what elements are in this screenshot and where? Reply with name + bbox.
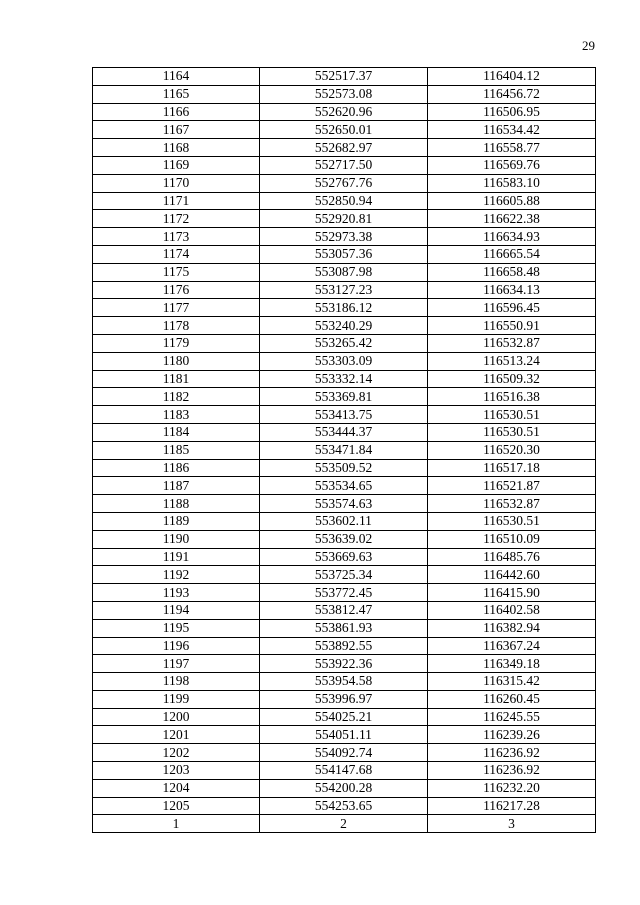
table-row bbox=[93, 68, 596, 86]
point-number-cell: 1181 bbox=[93, 370, 260, 388]
y-coordinate-cell: 116236.92 bbox=[428, 744, 596, 762]
point-number-cell: 1201 bbox=[93, 726, 260, 744]
y-coordinate-cell: 116485.76 bbox=[428, 548, 596, 566]
point-number-cell: 1204 bbox=[93, 779, 260, 797]
point-number-cell: 1184 bbox=[93, 423, 260, 441]
y-coordinate-cell: 116530.51 bbox=[428, 406, 596, 424]
table-body bbox=[93, 68, 596, 833]
x-coordinate-cell: 554025.21 bbox=[260, 708, 428, 726]
point-number-cell: 1186 bbox=[93, 459, 260, 477]
y-coordinate-cell: 116665.54 bbox=[428, 245, 596, 263]
point-number-cell: 1203 bbox=[93, 762, 260, 780]
x-coordinate-cell: 552850.94 bbox=[260, 192, 428, 210]
table-row bbox=[93, 406, 596, 424]
table-row bbox=[93, 174, 596, 192]
point-number-cell: 1187 bbox=[93, 477, 260, 495]
table-row bbox=[93, 779, 596, 797]
table-row bbox=[93, 673, 596, 691]
point-number-cell: 1189 bbox=[93, 512, 260, 530]
point-number-cell: 1191 bbox=[93, 548, 260, 566]
point-number-cell: 1164 bbox=[93, 68, 260, 86]
point-number-cell: 1166 bbox=[93, 103, 260, 121]
y-coordinate-cell: 116232.20 bbox=[428, 779, 596, 797]
table-row bbox=[93, 210, 596, 228]
x-coordinate-cell: 554051.11 bbox=[260, 726, 428, 744]
y-coordinate-cell: 116404.12 bbox=[428, 68, 596, 86]
y-coordinate-cell: 116315.42 bbox=[428, 673, 596, 691]
x-coordinate-cell: 554200.28 bbox=[260, 779, 428, 797]
y-coordinate-cell: 116605.88 bbox=[428, 192, 596, 210]
y-coordinate-cell: 116442.60 bbox=[428, 566, 596, 584]
x-coordinate-cell: 552767.76 bbox=[260, 174, 428, 192]
column-number-cell: 1 bbox=[93, 815, 260, 833]
x-coordinate-cell: 553954.58 bbox=[260, 673, 428, 691]
y-coordinate-cell: 116236.92 bbox=[428, 762, 596, 780]
y-coordinate-cell: 116520.30 bbox=[428, 441, 596, 459]
x-coordinate-cell: 552620.96 bbox=[260, 103, 428, 121]
x-coordinate-cell: 553332.14 bbox=[260, 370, 428, 388]
table-row bbox=[93, 708, 596, 726]
table-row bbox=[93, 299, 596, 317]
x-coordinate-cell: 553471.84 bbox=[260, 441, 428, 459]
point-number-cell: 1198 bbox=[93, 673, 260, 691]
point-number-cell: 1174 bbox=[93, 245, 260, 263]
y-coordinate-cell: 116532.87 bbox=[428, 334, 596, 352]
x-coordinate-cell: 553087.98 bbox=[260, 263, 428, 281]
y-coordinate-cell: 116569.76 bbox=[428, 156, 596, 174]
x-coordinate-cell: 553725.34 bbox=[260, 566, 428, 584]
y-coordinate-cell: 116521.87 bbox=[428, 477, 596, 495]
table-row bbox=[93, 619, 596, 637]
column-number-cell: 2 bbox=[260, 815, 428, 833]
y-coordinate-cell: 116217.28 bbox=[428, 797, 596, 815]
y-coordinate-cell: 116534.42 bbox=[428, 121, 596, 139]
y-coordinate-cell: 116456.72 bbox=[428, 85, 596, 103]
y-coordinate-cell: 116402.58 bbox=[428, 601, 596, 619]
table-row bbox=[93, 637, 596, 655]
point-number-cell: 1165 bbox=[93, 85, 260, 103]
y-coordinate-cell: 116532.87 bbox=[428, 495, 596, 513]
x-coordinate-cell: 553265.42 bbox=[260, 334, 428, 352]
point-number-cell: 1195 bbox=[93, 619, 260, 637]
table-row bbox=[93, 548, 596, 566]
page-number: 29 bbox=[582, 38, 595, 53]
point-number-cell: 1167 bbox=[93, 121, 260, 139]
table-row bbox=[93, 495, 596, 513]
y-coordinate-cell: 116367.24 bbox=[428, 637, 596, 655]
x-coordinate-cell: 553303.09 bbox=[260, 352, 428, 370]
table-row bbox=[93, 156, 596, 174]
x-coordinate-cell: 552973.38 bbox=[260, 228, 428, 246]
table-row bbox=[93, 228, 596, 246]
y-coordinate-cell: 116550.91 bbox=[428, 317, 596, 335]
x-coordinate-cell: 552717.50 bbox=[260, 156, 428, 174]
point-number-cell: 1196 bbox=[93, 637, 260, 655]
y-coordinate-cell: 116415.90 bbox=[428, 584, 596, 602]
point-number-cell: 1175 bbox=[93, 263, 260, 281]
point-number-cell: 1172 bbox=[93, 210, 260, 228]
x-coordinate-cell: 553444.37 bbox=[260, 423, 428, 441]
y-coordinate-cell: 116509.32 bbox=[428, 370, 596, 388]
column-number-row bbox=[93, 815, 596, 833]
x-coordinate-cell: 553369.81 bbox=[260, 388, 428, 406]
point-number-cell: 1193 bbox=[93, 584, 260, 602]
x-coordinate-cell: 553639.02 bbox=[260, 530, 428, 548]
point-number-cell: 1182 bbox=[93, 388, 260, 406]
y-coordinate-cell: 116658.48 bbox=[428, 263, 596, 281]
table-row bbox=[93, 726, 596, 744]
point-number-cell: 1171 bbox=[93, 192, 260, 210]
x-coordinate-cell: 552682.97 bbox=[260, 139, 428, 157]
y-coordinate-cell: 116583.10 bbox=[428, 174, 596, 192]
table-row bbox=[93, 317, 596, 335]
point-number-cell: 1199 bbox=[93, 690, 260, 708]
x-coordinate-cell: 552650.01 bbox=[260, 121, 428, 139]
x-coordinate-cell: 553602.11 bbox=[260, 512, 428, 530]
x-coordinate-cell: 553772.45 bbox=[260, 584, 428, 602]
x-coordinate-cell: 553996.97 bbox=[260, 690, 428, 708]
table-row bbox=[93, 601, 596, 619]
point-number-cell: 1194 bbox=[93, 601, 260, 619]
table-row bbox=[93, 530, 596, 548]
x-coordinate-cell: 553240.29 bbox=[260, 317, 428, 335]
table-row bbox=[93, 655, 596, 673]
table-row bbox=[93, 388, 596, 406]
table-row bbox=[93, 85, 596, 103]
point-number-cell: 1173 bbox=[93, 228, 260, 246]
x-coordinate-cell: 553922.36 bbox=[260, 655, 428, 673]
point-number-cell: 1183 bbox=[93, 406, 260, 424]
x-coordinate-cell: 554147.68 bbox=[260, 762, 428, 780]
x-coordinate-cell: 552573.08 bbox=[260, 85, 428, 103]
y-coordinate-cell: 116530.51 bbox=[428, 423, 596, 441]
point-number-cell: 1177 bbox=[93, 299, 260, 317]
y-coordinate-cell: 116596.45 bbox=[428, 299, 596, 317]
point-number-cell: 1192 bbox=[93, 566, 260, 584]
point-number-cell: 1185 bbox=[93, 441, 260, 459]
point-number-cell: 1190 bbox=[93, 530, 260, 548]
x-coordinate-cell: 553574.63 bbox=[260, 495, 428, 513]
y-coordinate-cell: 116622.38 bbox=[428, 210, 596, 228]
y-coordinate-cell: 116382.94 bbox=[428, 619, 596, 637]
y-coordinate-cell: 116506.95 bbox=[428, 103, 596, 121]
y-coordinate-cell: 116245.55 bbox=[428, 708, 596, 726]
x-coordinate-cell: 553669.63 bbox=[260, 548, 428, 566]
point-number-cell: 1176 bbox=[93, 281, 260, 299]
point-number-cell: 1202 bbox=[93, 744, 260, 762]
y-coordinate-cell: 116349.18 bbox=[428, 655, 596, 673]
y-coordinate-cell: 116513.24 bbox=[428, 352, 596, 370]
table-row bbox=[93, 459, 596, 477]
point-number-cell: 1197 bbox=[93, 655, 260, 673]
x-coordinate-cell: 553812.47 bbox=[260, 601, 428, 619]
point-number-cell: 1205 bbox=[93, 797, 260, 815]
y-coordinate-cell: 116516.38 bbox=[428, 388, 596, 406]
table-row bbox=[93, 103, 596, 121]
point-number-cell: 1178 bbox=[93, 317, 260, 335]
y-coordinate-cell: 116634.93 bbox=[428, 228, 596, 246]
table-row bbox=[93, 512, 596, 530]
table-row bbox=[93, 263, 596, 281]
y-coordinate-cell: 116558.77 bbox=[428, 139, 596, 157]
y-coordinate-cell: 116510.09 bbox=[428, 530, 596, 548]
x-coordinate-cell: 554092.74 bbox=[260, 744, 428, 762]
table-row bbox=[93, 192, 596, 210]
table-row bbox=[93, 441, 596, 459]
x-coordinate-cell: 553509.52 bbox=[260, 459, 428, 477]
table-row bbox=[93, 121, 596, 139]
table-row bbox=[93, 477, 596, 495]
y-coordinate-cell: 116239.26 bbox=[428, 726, 596, 744]
table-row bbox=[93, 584, 596, 602]
point-number-cell: 1169 bbox=[93, 156, 260, 174]
coordinates-table bbox=[92, 67, 596, 833]
point-number-cell: 1179 bbox=[93, 334, 260, 352]
table-row bbox=[93, 797, 596, 815]
point-number-cell: 1170 bbox=[93, 174, 260, 192]
y-coordinate-cell: 116517.18 bbox=[428, 459, 596, 477]
x-coordinate-cell: 553534.65 bbox=[260, 477, 428, 495]
point-number-cell: 1180 bbox=[93, 352, 260, 370]
table-row bbox=[93, 334, 596, 352]
table-row bbox=[93, 370, 596, 388]
table-row bbox=[93, 245, 596, 263]
x-coordinate-cell: 552517.37 bbox=[260, 68, 428, 86]
point-number-cell: 1188 bbox=[93, 495, 260, 513]
table-row bbox=[93, 566, 596, 584]
x-coordinate-cell: 553413.75 bbox=[260, 406, 428, 424]
x-coordinate-cell: 554253.65 bbox=[260, 797, 428, 815]
x-coordinate-cell: 553057.36 bbox=[260, 245, 428, 263]
x-coordinate-cell: 553892.55 bbox=[260, 637, 428, 655]
table-row bbox=[93, 423, 596, 441]
table-row bbox=[93, 744, 596, 762]
point-number-cell: 1200 bbox=[93, 708, 260, 726]
x-coordinate-cell: 553186.12 bbox=[260, 299, 428, 317]
table-row bbox=[93, 281, 596, 299]
x-coordinate-cell: 553127.23 bbox=[260, 281, 428, 299]
table-row bbox=[93, 139, 596, 157]
table-row bbox=[93, 690, 596, 708]
table-row bbox=[93, 352, 596, 370]
table-row bbox=[93, 762, 596, 780]
x-coordinate-cell: 553861.93 bbox=[260, 619, 428, 637]
y-coordinate-cell: 116530.51 bbox=[428, 512, 596, 530]
y-coordinate-cell: 116634.13 bbox=[428, 281, 596, 299]
x-coordinate-cell: 552920.81 bbox=[260, 210, 428, 228]
point-number-cell: 1168 bbox=[93, 139, 260, 157]
column-number-cell: 3 bbox=[428, 815, 596, 833]
y-coordinate-cell: 116260.45 bbox=[428, 690, 596, 708]
